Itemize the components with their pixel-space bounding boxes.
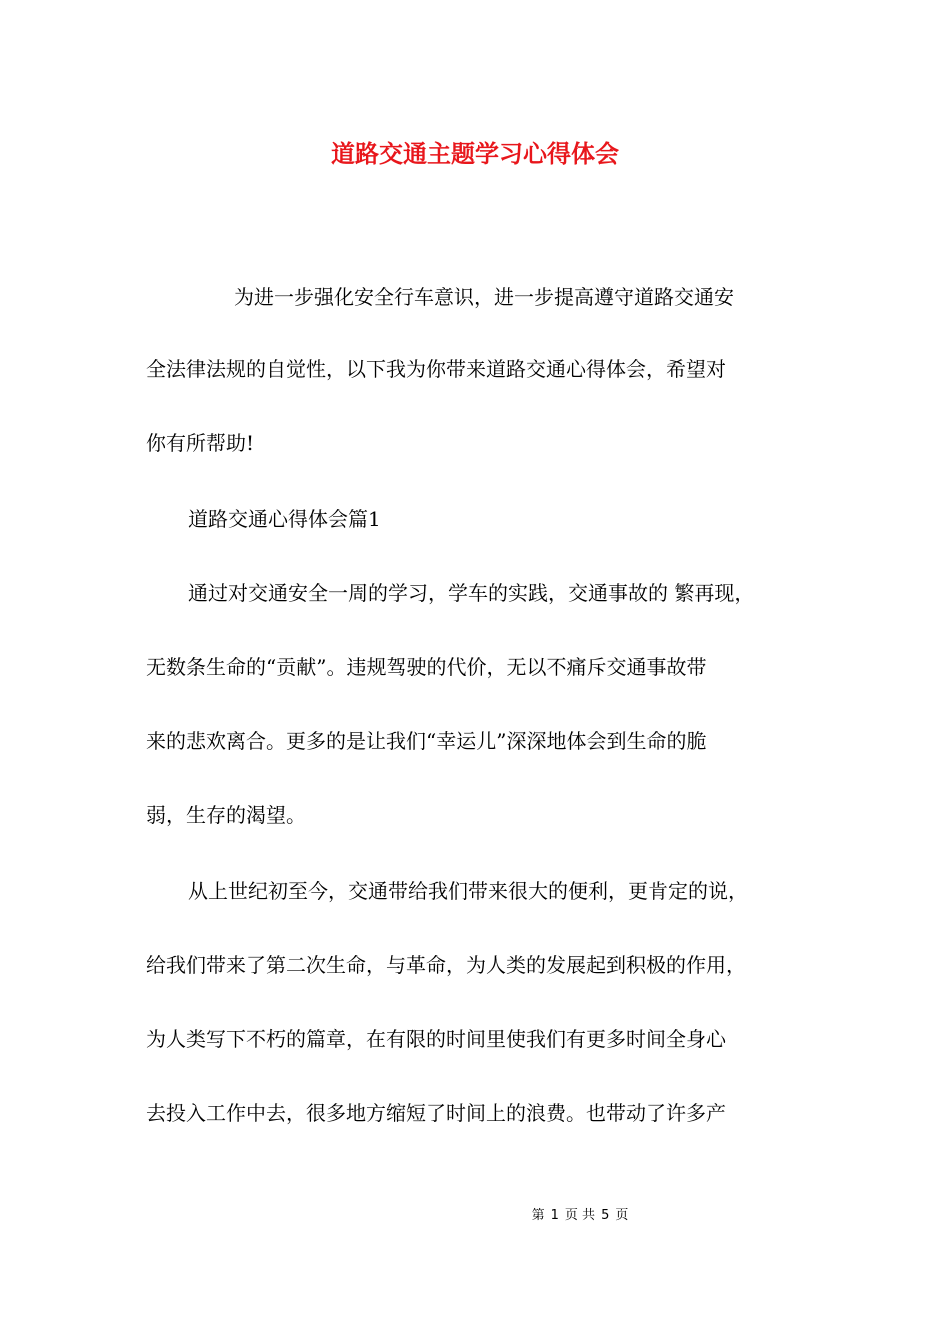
paragraph-line: 给我们带来了第二次生命，与革命，为人类的发展起到积极的作用， [146, 953, 746, 977]
section-heading: 道路交通心得体会篇1 [188, 507, 381, 531]
paragraph-line: 你有所帮助! [146, 431, 255, 455]
paragraph-line: 从上世纪初至今，交通带给我们带来很大的便利，更肯定的说， [188, 879, 748, 903]
page-label-suffix: 页 [615, 1208, 629, 1223]
paragraph-line: 弱，生存的渴望。 [146, 803, 306, 827]
paragraph-line: 全法律法规的自觉性，以下我为你带来道路交通心得体会，希望对 [146, 357, 726, 381]
page-label-prefix: 第 [531, 1208, 545, 1223]
document-title: 道路交通主题学习心得体会 [331, 139, 619, 168]
paragraph-line: 来的悲欢离合。更多的是让我们“幸运儿”深深地体会到生命的脆 [146, 729, 707, 753]
paragraph-line: 通过对交通安全一周的学习，学车的实践，交通事故的 繁再现， [188, 581, 755, 605]
total-pages-number: 5 [601, 1208, 610, 1223]
current-page-number: 1 [550, 1208, 559, 1223]
paragraph-line: 为进一步强化安全行车意识，进一步提高遵守道路交通安 [234, 285, 734, 309]
paragraph-line: 为人类写下不朽的篇章，在有限的时间里使我们有更多时间全身心 [146, 1027, 726, 1051]
paragraph-line: 去投入工作中去，很多地方缩短了时间上的浪费。也带动了许多产 [146, 1101, 726, 1125]
page-label-mid: 页 共 [564, 1208, 596, 1223]
page-footer [0, 1206, 950, 1226]
paragraph-line: 无数条生命的“贡献”。违规驾驶的代价，无以不痛斥交通事故带 [146, 655, 707, 679]
